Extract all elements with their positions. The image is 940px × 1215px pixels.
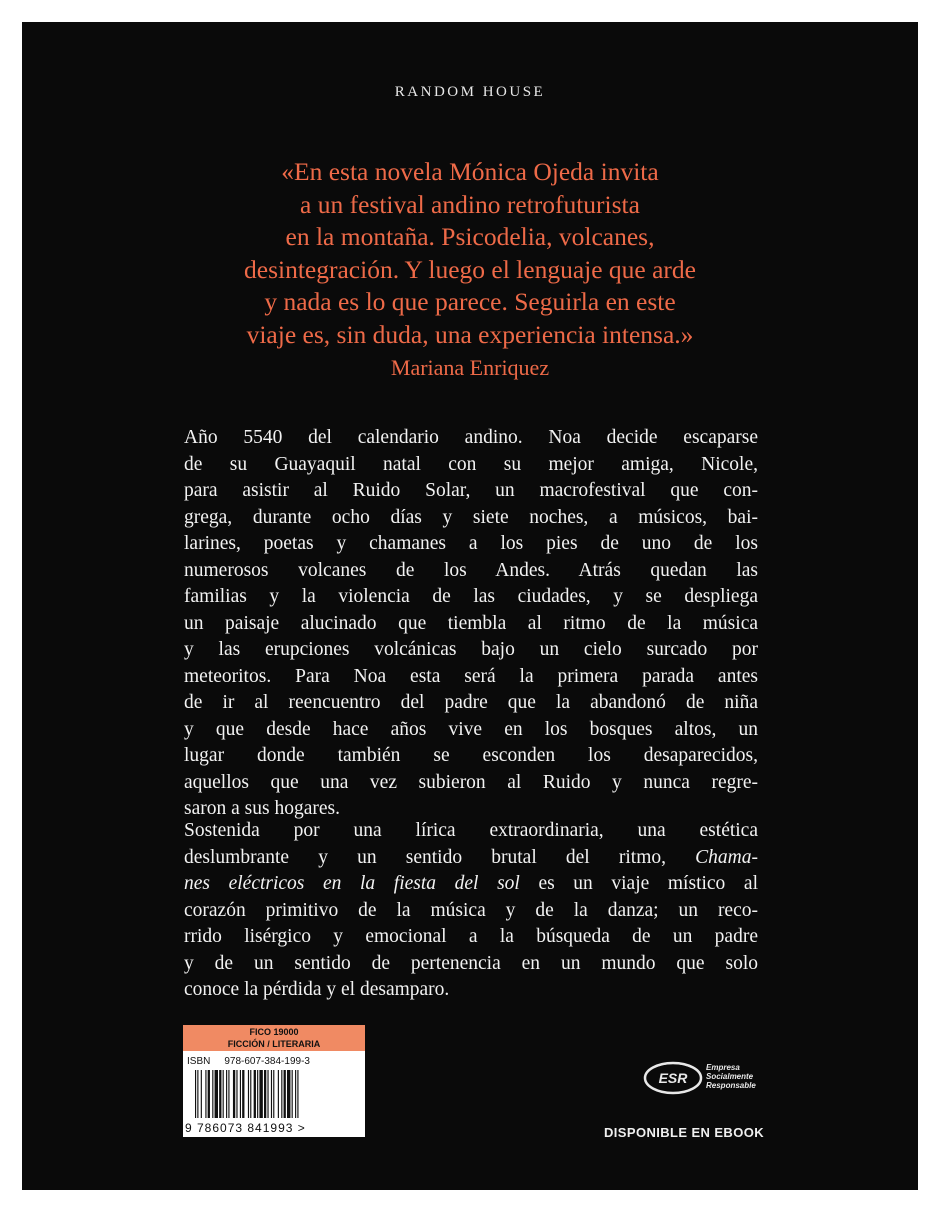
- book-title-part-2: nes eléctricos en la fiesta del sol: [184, 873, 520, 894]
- synopsis-line: conoce la pérdida y el desamparo.: [184, 979, 450, 1000]
- isbn-row: [187, 1056, 310, 1067]
- barcode-bar: [295, 1070, 296, 1118]
- publisher-name: RANDOM HOUSE: [394, 84, 546, 100]
- barcode-bar: [201, 1070, 202, 1118]
- blurb-line: viaje es, sin duda, una experiencia intensa.»: [246, 319, 694, 349]
- synopsis-text: es un viaje místico al: [538, 873, 758, 894]
- blurb-line: desintegración. Y luego el lenguaje que arde: [244, 254, 696, 284]
- synopsis-line: de su Guayaquil natal con su mejor amiga, Nicole,: [184, 453, 758, 475]
- barcode-bar: [297, 1070, 298, 1118]
- synopsis-line: y las erupciones volcánicas bajo un cielo surcado por: [184, 639, 758, 660]
- synopsis-line: y de un sentido de pertenencia en un mundo que solo: [184, 952, 758, 974]
- barcode-bar: [248, 1070, 249, 1118]
- barcode-digits: 9 786073 841993 >: [185, 1121, 306, 1135]
- synopsis-paragraph-1: [184, 425, 758, 823]
- barcode-bar: [215, 1070, 218, 1118]
- barcode-bar: [233, 1070, 235, 1118]
- synopsis-line: rrido lisérgico y emocional a la búsqueda de un padre: [184, 926, 758, 947]
- synopsis-line: saron a sus hogares.: [184, 798, 340, 819]
- esr-caption-line: Responsable: [706, 1081, 756, 1090]
- esr-logo-text: ESR: [658, 1070, 688, 1086]
- barcode-bar: [292, 1070, 293, 1118]
- barcode-bar: [250, 1070, 251, 1118]
- isbn-label: ISBN: [187, 1056, 211, 1067]
- barcode-bar: [226, 1070, 227, 1118]
- synopsis-line: para asistir al Ruido Solar, un macrofestival que con-: [184, 480, 758, 501]
- barcode-bar: [284, 1070, 286, 1118]
- esr-logo-icon: [642, 1060, 704, 1096]
- synopsis-line: Año 5540 del calendario andino. Noa decide escaparse: [184, 427, 758, 448]
- category-code: FICO 19000: [249, 1027, 299, 1037]
- esr-caption-line: Empresa: [706, 1063, 740, 1072]
- isbn-number: 978-607-384-199-3: [224, 1056, 310, 1067]
- synopsis-line: numerosos volcanes de los Andes. Atrás quedan las: [184, 559, 758, 581]
- book-title-part-1: Chama-: [695, 846, 758, 868]
- barcode-bar: [197, 1070, 198, 1118]
- esr-caption-line: Socialmente: [706, 1072, 754, 1081]
- synopsis-line: un paisaje alucinado que tiembla al ritmo de la música: [184, 612, 758, 634]
- synopsis-line: grega, durante ocho días y siete noches, a músicos, bai-: [184, 506, 758, 528]
- blurb-line: «En esta novela Mónica Ojeda invita: [281, 157, 659, 186]
- synopsis-line: meteoritos. Para Noa esta será la primera parada antes: [184, 665, 758, 687]
- synopsis-line: larines, poetas y chamanes a los pies de uno de los: [184, 533, 758, 554]
- synopsis-line: corazón primitivo de la música y de la danza; un reco-: [184, 899, 758, 921]
- synopsis-line: y que desde hace años vive en los bosques altos, un: [184, 718, 758, 740]
- barcode-bar: [264, 1070, 266, 1118]
- barcode-bar: [236, 1070, 237, 1118]
- barcode-bar: [223, 1070, 224, 1118]
- synopsis-line: aquellos que una vez subieron al Ruido y nunca regre-: [184, 771, 758, 793]
- synopsis-line: de ir al reencuentro del padre que la abandonó de niña: [184, 692, 758, 713]
- barcode-bar: [254, 1070, 256, 1118]
- category-header: [183, 1025, 365, 1051]
- barcode-bar: [273, 1070, 274, 1118]
- synopsis-line: Sostenida por una lírica extraordinaria, una estética: [184, 820, 758, 841]
- barcode-bar: [228, 1070, 229, 1118]
- barcode-bar: [271, 1070, 272, 1118]
- barcode-bar: [281, 1070, 282, 1118]
- blurb-author: Mariana Enriquez: [390, 355, 550, 380]
- barcode-bar: [212, 1070, 213, 1118]
- barcode-bar: [257, 1070, 258, 1118]
- esr-caption: [706, 1063, 756, 1090]
- barcode-bar: [208, 1070, 210, 1118]
- blurb-line: en la montaña. Psicodelia, volcanes,: [285, 222, 655, 251]
- blurb-quote: [100, 156, 840, 351]
- blurb-line: y nada es lo que parece. Seguirla en este: [264, 287, 676, 316]
- barcode-bar: [259, 1070, 262, 1118]
- synopsis-paragraph-2: [184, 818, 758, 1004]
- barcode-bar: [205, 1070, 206, 1118]
- barcode-bar: [242, 1070, 244, 1118]
- barcode-bars: [187, 1070, 361, 1120]
- barcode-bar: [195, 1070, 196, 1118]
- synopsis-text: deslumbrante y un sentido brutal del ritmo,: [184, 846, 666, 868]
- barcode-bar: [219, 1070, 221, 1118]
- barcode-bar: [240, 1070, 241, 1118]
- blurb-line: a un festival andino retrofuturista: [300, 189, 640, 219]
- category-name: FICCIÓN / LITERARIA: [227, 1039, 321, 1049]
- barcode-bar: [267, 1070, 268, 1118]
- barcode-label: [183, 1025, 365, 1137]
- ebook-availability: DISPONIBLE EN EBOOK: [604, 1125, 765, 1140]
- synopsis-line: lugar donde también se esconden los desaparecidos,: [184, 745, 758, 766]
- barcode-bar: [287, 1070, 290, 1118]
- synopsis-line: [184, 871, 758, 898]
- synopsis-line: [184, 845, 758, 872]
- synopsis-line: familias y la violencia de las ciudades, y se despliega: [184, 586, 758, 607]
- barcode-bar: [278, 1070, 279, 1118]
